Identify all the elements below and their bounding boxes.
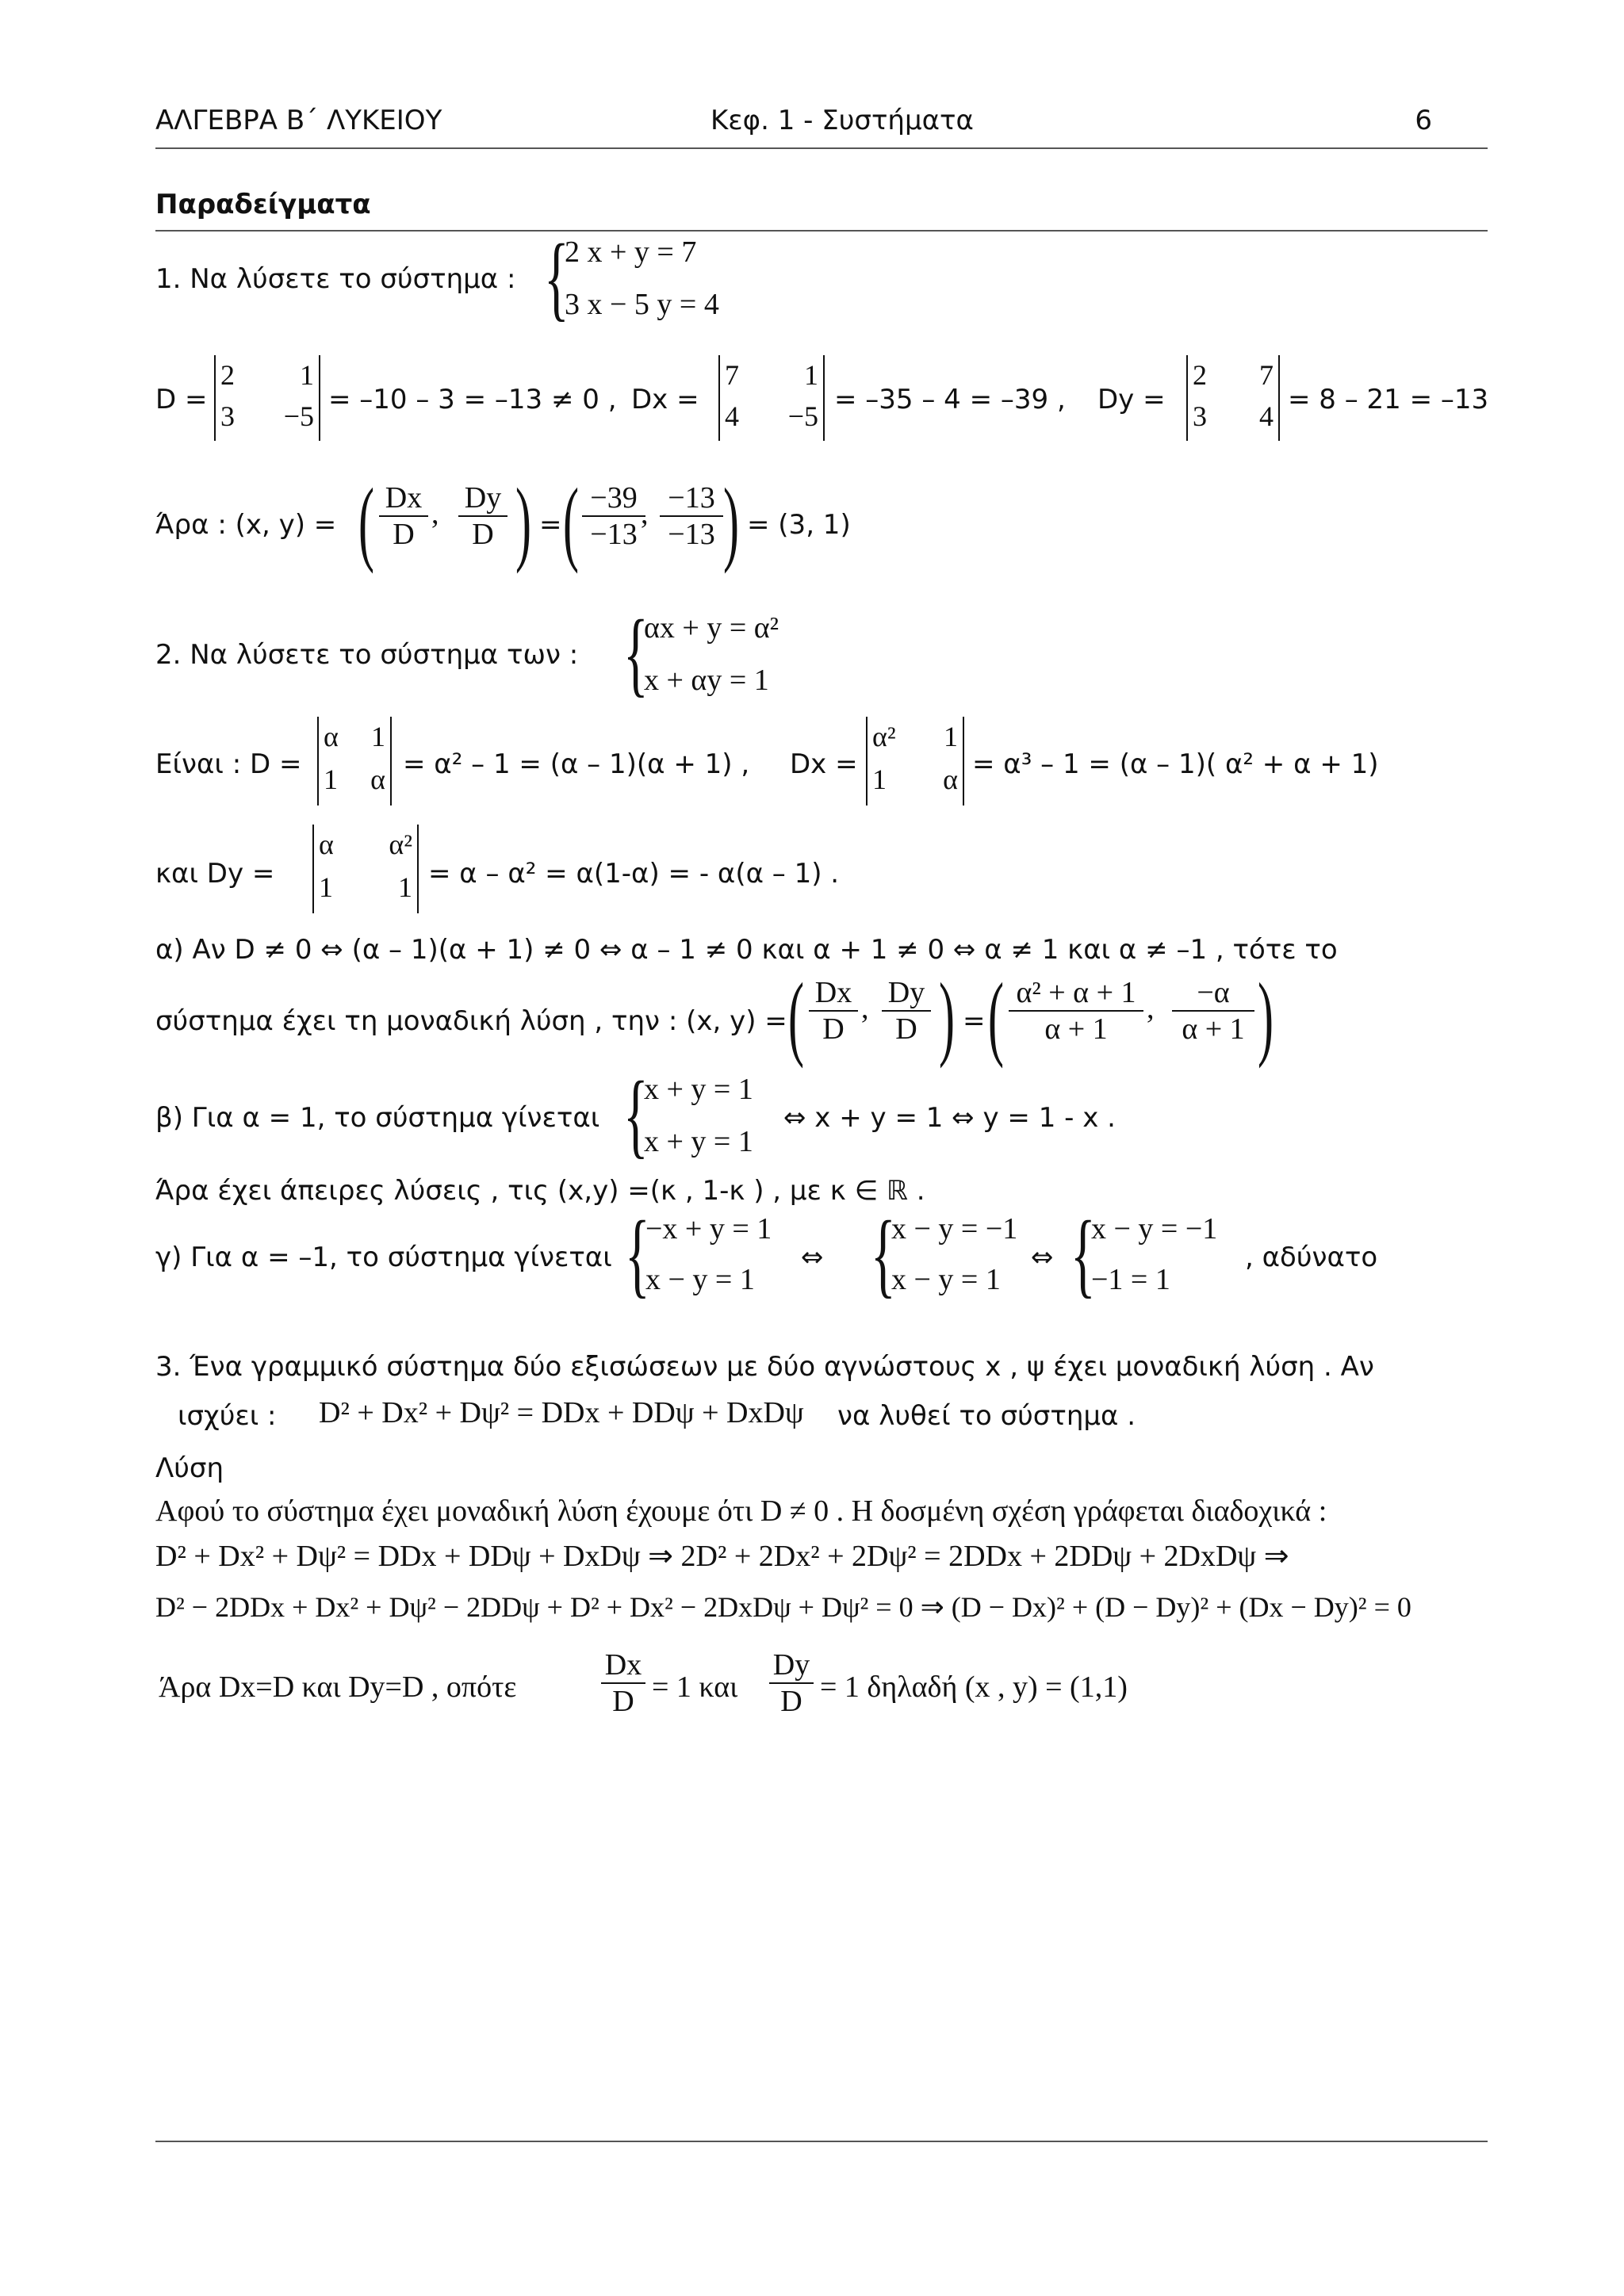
ex2-c-brace3: { — [1071, 1201, 1096, 1307]
header-title: ΑΛΓΕΒΡΑ Β΄ ΛΥΚΕΙΟΥ — [155, 105, 442, 136]
ex2-c-sys3-eq1: x − y = −1 — [1091, 1212, 1218, 1246]
ex2-c-sys1-eq2: x − y = 1 — [645, 1263, 755, 1296]
header-chapter: Κεφ. 1 - Συστήματα — [710, 105, 974, 136]
ex2-frac-a2 — [1172, 975, 1254, 1047]
ex2-case-a2: σύστημα έχει τη μοναδική λύση , την : (x, y) = — [155, 1005, 787, 1037]
ex1-eq1: 2 x + y = 7 — [565, 235, 697, 269]
denominator: D — [612, 1685, 634, 1718]
ex1-D-result: = –10 – 3 = –13 ≠ 0 , — [328, 384, 617, 415]
ex1-Dx-det — [718, 355, 825, 441]
paren-close: ) — [723, 469, 739, 574]
numerator: −α — [1172, 975, 1254, 1012]
det-cell: α — [324, 721, 339, 752]
comma: , — [861, 992, 869, 1025]
det-cell: 3 — [220, 400, 235, 432]
page-header — [155, 105, 1488, 149]
det-cell: −5 — [787, 400, 818, 432]
paren-close: ) — [515, 469, 531, 574]
numerator: Dx — [601, 1647, 645, 1684]
det-cell: 4 — [725, 400, 739, 432]
det-cell: α — [370, 763, 385, 795]
iff-symbol: ⇔ — [801, 1242, 824, 1273]
denominator: α + 1 — [1182, 1012, 1245, 1046]
ex2-Dx-label: Dx = — [790, 748, 858, 780]
det-cell: 1 — [300, 359, 314, 391]
numerator: Dy — [458, 480, 508, 517]
ex3-line2-a: ισχύει : — [178, 1400, 277, 1432]
ex1-brace: { — [544, 224, 569, 330]
paren-open: ( — [988, 963, 1004, 1069]
numerator: Dx — [809, 975, 858, 1012]
denominator: D — [895, 1012, 917, 1046]
paren-open: ( — [788, 963, 804, 1069]
ex2-frac-dx — [809, 975, 858, 1047]
ex1-intro: 1. Να λύσετε το σύστημα : — [155, 263, 516, 295]
ex2-frac-a1 — [1009, 975, 1143, 1047]
paren-close: ) — [939, 963, 955, 1069]
ex2-einai: Είναι : D = — [155, 748, 302, 780]
ex2-case-c: γ) Για α = –1, το σύστημα γίνεται — [155, 1242, 612, 1273]
ex2-case-c-result: , αδύνατο — [1245, 1242, 1378, 1273]
ex2-b-eq2: x + y = 1 — [644, 1125, 753, 1158]
ex2-Dx-det — [866, 717, 964, 806]
ex1-Dy-det — [1186, 355, 1280, 441]
det-cell: 1 — [319, 871, 333, 903]
det-cell: 1 — [371, 721, 385, 752]
ex1-frac-dx — [379, 480, 428, 552]
ex2-c-sys2-eq2: x − y = 1 — [891, 1263, 1001, 1296]
ex2-Dy-label: και Dy = — [155, 858, 275, 890]
ex2-Dy-result: = α – α² = α(1-α) = - α(α – 1) . — [428, 858, 840, 890]
denominator: D — [393, 518, 415, 551]
ex3-line3: Αφού το σύστημα έχει μοναδική λύση έχουμε ότι D ≠ 0 . Η δοσμένη σχέση γράφεται διαδοχικά : — [155, 1494, 1327, 1528]
equals: = — [539, 509, 562, 541]
ex1-eq2: 3 x − 5 y = 4 — [565, 288, 719, 321]
denominator: D — [472, 518, 494, 551]
ex2-case-a: α) Αν D ≠ 0 ⇔ (α – 1)(α + 1) ≠ 0 ⇔ α – 1 ≠ 0 και α + 1 ≠ 0 ⇔ α ≠ 1 και α ≠ –1 , τότε το — [155, 934, 1338, 966]
ex2-b-eq1: x + y = 1 — [644, 1073, 753, 1106]
det-cell: 4 — [1259, 400, 1274, 432]
ex2-Dy-det — [312, 825, 419, 913]
ex3-frac-dy — [769, 1647, 814, 1719]
denominator: D — [780, 1685, 802, 1718]
numerator: Dx — [379, 480, 428, 517]
ex1-solution-label: Άρα : (x, y) = — [155, 509, 337, 541]
numerator: −39 — [582, 480, 645, 517]
paren-open: ( — [563, 469, 579, 574]
det-cell: α² — [872, 721, 896, 752]
det-cell: 1 — [398, 871, 412, 903]
ex2-b-brace: { — [623, 1062, 649, 1167]
det-cell: 2 — [220, 359, 235, 391]
det-cell: −5 — [283, 400, 314, 432]
ex3-line1: 3. Ένα γραμμικό σύστημα δύο εξισώσεων με δύο αγνώστους x , ψ έχει μοναδική λύση . Αν — [155, 1351, 1374, 1383]
ex1-frac-num2 — [660, 480, 723, 552]
ex1-Dx-label: Dx = — [631, 384, 699, 415]
numerator: Dy — [769, 1647, 814, 1684]
header-rule — [155, 147, 1488, 149]
paren-open: ( — [358, 469, 374, 574]
ex3-line6-b: = 1 και — [652, 1670, 738, 1704]
ex2-case-b2: Άρα έχει άπειρες λύσεις , τις (x,y) =(κ , 1-κ ) , με κ ∈ ℝ . — [155, 1175, 925, 1207]
ex3-line6-a: Άρα Dx=D και Dy=D , οπότε — [159, 1670, 517, 1704]
ex3-line5: D² − 2DDx + Dx² + Dψ² − 2DDψ + D² + Dx² − 2DxDψ + Dψ² = 0 ⇒ (D − Dx)² + (D − Dy)² + (Dx − Dy)² = 0 — [155, 1591, 1411, 1623]
ex2-frac-dy — [882, 975, 931, 1047]
ex2-Dx-result: = α³ – 1 = (α – 1)( α² + α + 1) — [972, 748, 1379, 780]
numerator: −13 — [660, 480, 723, 517]
iff-symbol: ⇔ — [1031, 1242, 1054, 1273]
det-cell: 7 — [725, 359, 739, 391]
ex2-case-b: β) Για α = 1, το σύστημα γίνεται — [155, 1102, 600, 1134]
det-cell: α — [943, 763, 958, 795]
det-cell: 7 — [1259, 359, 1274, 391]
det-cell: 1 — [872, 763, 887, 795]
ex2-brace: { — [623, 600, 649, 706]
ex2-c-brace1: { — [625, 1201, 650, 1307]
denominator: −13 — [668, 518, 715, 551]
ex2-intro: 2. Να λύσετε το σύστημα των : — [155, 639, 579, 671]
denominator: −13 — [590, 518, 638, 551]
ex2-eq1: αx + y = α² — [644, 611, 779, 645]
ex1-Dx-result: = –35 – 4 = –39 , — [834, 384, 1066, 415]
section-title: Παραδείγματα — [155, 189, 371, 220]
ex1-Dy-result: = 8 – 21 = –13 — [1288, 384, 1489, 415]
ex2-c-sys2-eq1: x − y = −1 — [891, 1212, 1018, 1246]
ex2-c-sys3-eq2: −1 = 1 — [1091, 1263, 1170, 1296]
det-cell: α² — [389, 828, 412, 860]
ex2-eq2: x + αy = 1 — [644, 664, 769, 697]
numerator: α² + α + 1 — [1009, 975, 1143, 1012]
det-cell: 3 — [1193, 400, 1207, 432]
det-cell: 2 — [1193, 359, 1207, 391]
ex3-frac-dx — [601, 1647, 645, 1719]
comma: , — [641, 497, 649, 530]
ex3-line6-c: = 1 δηλαδή (x , y) = (1,1) — [820, 1670, 1128, 1704]
ex3-lysi: Λύση — [155, 1452, 224, 1484]
denominator: D — [822, 1012, 845, 1046]
footer-rule — [155, 2141, 1488, 2142]
page-number: 6 — [1415, 105, 1432, 136]
ex1-D-label: D = — [155, 384, 208, 415]
ex2-case-b-result: ⇔ x + y = 1 ⇔ y = 1 - x . — [783, 1102, 1116, 1134]
comma: , — [1147, 992, 1155, 1025]
paren-close: ) — [1258, 963, 1274, 1069]
equals: = — [963, 1005, 986, 1037]
ex2-D-det — [317, 717, 392, 806]
ex3-line4: D² + Dx² + Dψ² = DDx + DDψ + DxDψ ⇒ 2D² + 2Dx² + 2Dψ² = 2DDx + 2DDψ + 2DxDψ ⇒ — [155, 1540, 1289, 1573]
det-cell: 1 — [324, 763, 338, 795]
numerator: Dy — [882, 975, 931, 1012]
det-cell: 1 — [804, 359, 818, 391]
ex1-frac-dy — [458, 480, 508, 552]
ex1-frac-num1 — [582, 480, 645, 552]
ex2-D-result: = α² – 1 = (α – 1)(α + 1) , — [403, 748, 750, 780]
det-cell: 1 — [944, 721, 958, 752]
ex1-sol-result: = (3, 1) — [747, 509, 851, 541]
ex3-line2-eq: D² + Dx² + Dψ² = DDx + DDψ + DxDψ — [319, 1396, 804, 1429]
denominator: α + 1 — [1044, 1012, 1108, 1046]
ex2-c-sys1-eq1: −x + y = 1 — [645, 1212, 772, 1246]
comma: , — [431, 497, 439, 530]
ex1-D-det — [214, 355, 320, 441]
det-cell: α — [319, 828, 334, 860]
ex3-line2-b: να λυθεί το σύστημα . — [837, 1400, 1136, 1432]
ex1-Dy-label: Dy = — [1097, 384, 1166, 415]
ex2-c-brace2: { — [871, 1201, 896, 1307]
section-rule — [155, 230, 1488, 232]
